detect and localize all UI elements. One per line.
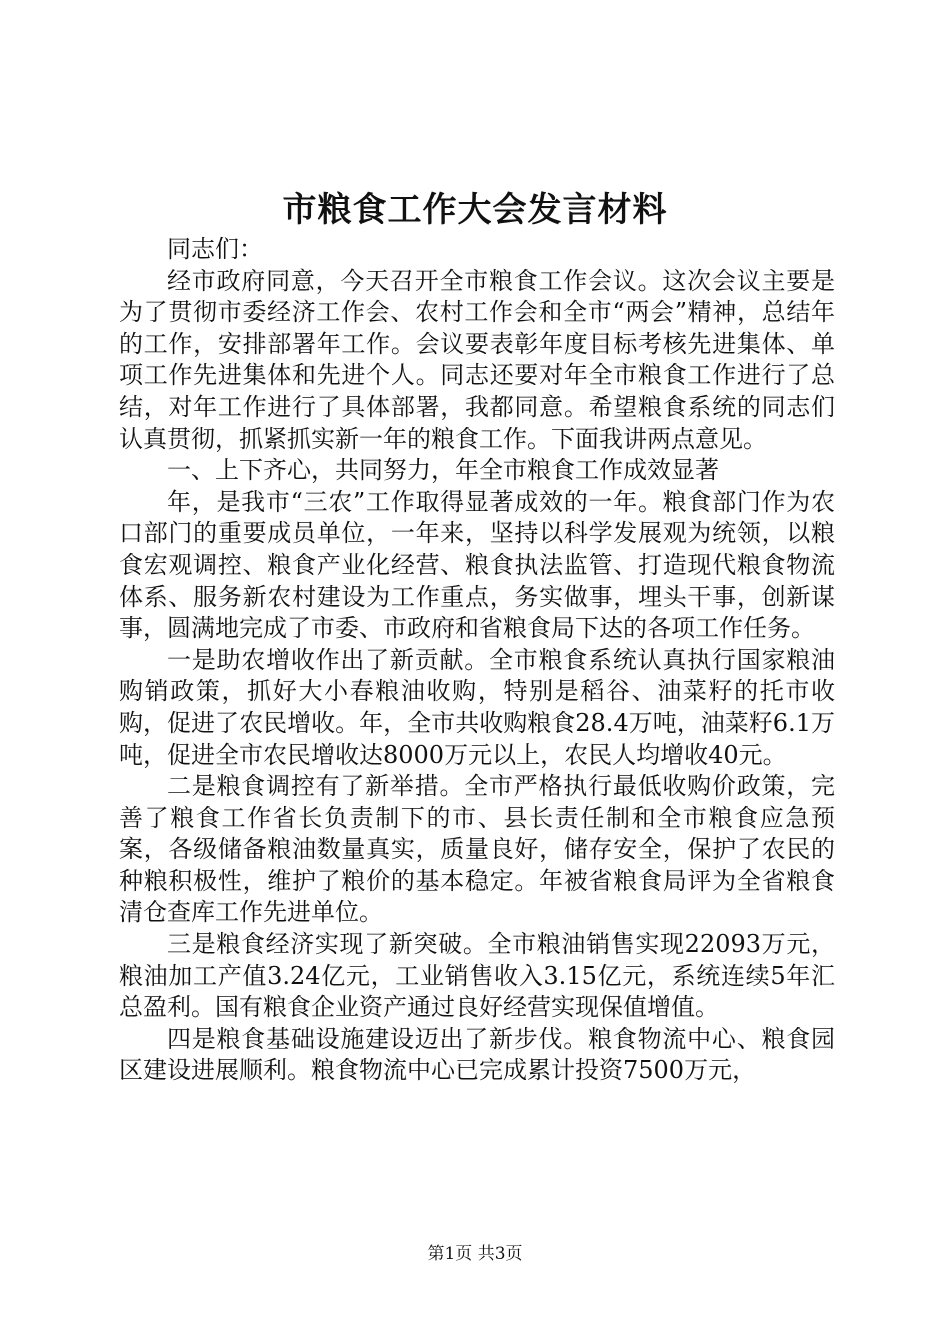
paragraph-point-2: 二是粮食调控有了新举措。全市严格执行最低收购价政策，完善了粮食工作省长负责制下的市、县长责任制和全市粮食应急预案，各级储备粮油数量真实，质量良好，储存安全，保护了农民的种粮积极性，维护了粮价的基本稳定。年被省粮食局评为全省粮食清仓查库工作先进单位。 xyxy=(119,772,835,927)
salutation: 同志们： xyxy=(167,235,263,263)
paragraph-intro: 经市政府同意，今天召开全市粮食工作会议。这次会议主要是为了贯彻市委经济工作会、农村工作会和全市“两会”精神，总结年的工作，安排部署年工作。会议要表彰年度目标考核先进集体、单项工作先进集体和先进个人。同志还要对年全市粮食工作进行了总结，对年工作进行了具体部署，我都同意。希望粮食系统的同志们认真贯彻，抓紧抓实新一年的粮食工作。下面我讲两点意见。 xyxy=(119,266,835,453)
document-body xyxy=(119,234,835,1087)
paragraph-point-4: 四是粮食基础设施建设迈出了新步伐。粮食物流中心、粮食园区建设进展顺利。粮食物流中心已完成累计投资7500万元， xyxy=(119,1024,835,1085)
section-heading-1: 一、上下齐心，共同努力，年全市粮食工作成效显著 xyxy=(167,456,719,485)
page-indicator: 第1页 共3页 xyxy=(427,1244,523,1264)
paragraph-point-3: 三是粮食经济实现了新突破。全市粮油销售实现22093万元，粮油加工产值3.24亿元，工业销售收入3.15亿元，系统连续5年汇总盈利。国有粮食企业资产通过良好经营实现保值增值。 xyxy=(119,930,835,1022)
document-title: 市粮食工作大会发言材料 xyxy=(282,190,668,230)
paragraph-point-1: 一是助农增收作出了新贡献。全市粮食系统认真执行国家粮油购销政策，抓好大小春粮油收购，特别是稻谷、油菜籽的托市收购，促进了农民增收。年，全市共收购粮食28.4万吨，油菜籽6.1万吨，促进全市农民增收达8000万元以上，农民人均增收40元。 xyxy=(119,645,835,769)
paragraph-overview: 年，是我市“三农”工作取得显著成效的一年。粮食部门作为农口部门的重要成员单位，一年来，坚持以科学发展观为统领，以粮食宏观调控、粮食产业化经营、粮食执法监管、打造现代粮食物流体系、服务新农村建设为工作重点，务实做事，埋头干事，创新谋事，圆满地完成了市委、市政府和省粮食局下达的各项工作任务。 xyxy=(119,487,835,643)
